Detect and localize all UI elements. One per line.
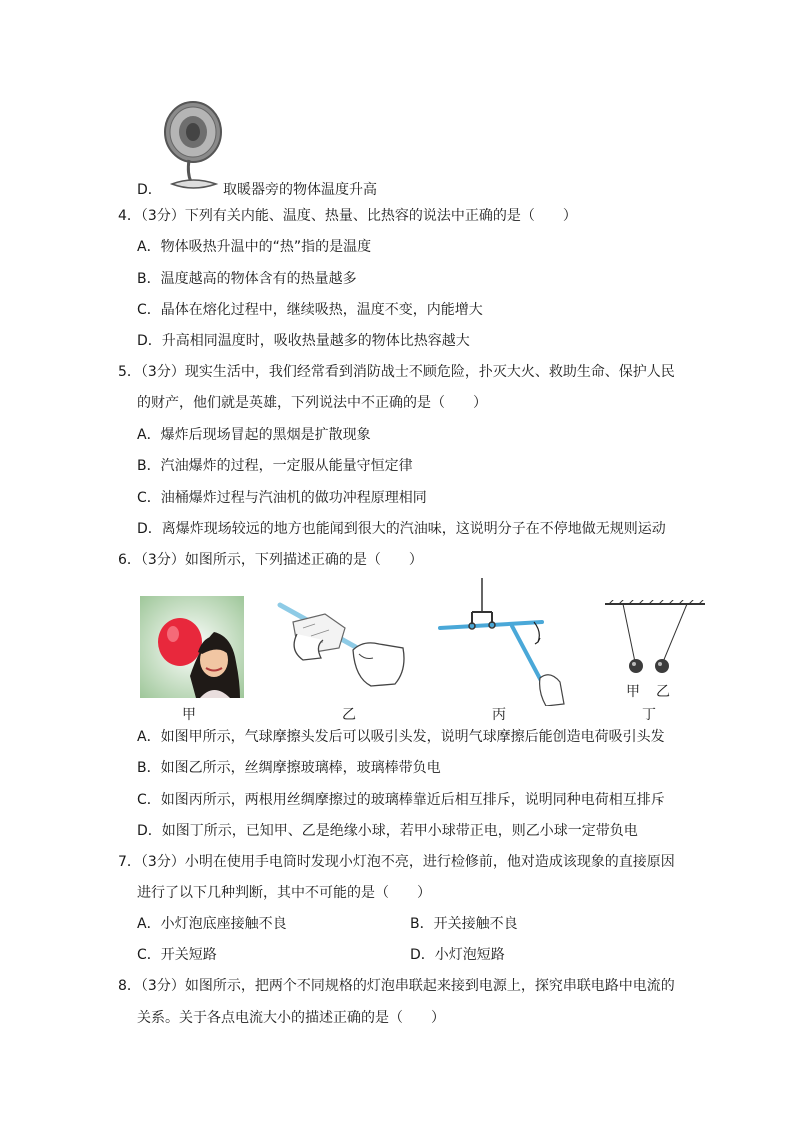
q3-option-d-label: D． bbox=[137, 182, 162, 198]
question-6-stem: 6．（3分）如图所示，下列描述正确的是（ ） bbox=[118, 552, 423, 568]
ball-label-jia: 甲 bbox=[626, 684, 640, 700]
question-7-stem: 7．（3分）小明在使用手电筒时发现小灯泡不亮，进行检修前，他对造成该现象的直接原因 bbox=[118, 854, 675, 870]
q4-option-c: C．晶体在熔化过程中，继续吸热，温度不变，内能增大 bbox=[137, 302, 483, 318]
figure-ding-hanging-balls bbox=[605, 600, 705, 674]
figure-caption-yi: 乙 bbox=[342, 707, 356, 723]
figure-jia-balloon-photo bbox=[140, 596, 244, 698]
figure-caption-bing: 丙 bbox=[492, 707, 506, 723]
question-4-stem: 4．（3分）下列有关内能、温度、热量、比热容的说法中正确的是（ ） bbox=[118, 208, 577, 224]
q5-option-d: D．离爆炸现场较远的地方也能闻到很大的汽油味，这说明分子在不停地做无规则运动 bbox=[137, 521, 666, 537]
q7-option-b: B．开关接触不良 bbox=[410, 916, 518, 932]
q6-option-b: B．如图乙所示，丝绸摩擦玻璃棒，玻璃棒带负电 bbox=[137, 760, 441, 776]
q5-option-b: B．汽油爆炸的过程，一定服从能量守恒定律 bbox=[137, 458, 413, 474]
q7-option-a: A．小灯泡底座接触不良 bbox=[137, 916, 287, 932]
q4-option-b: B．温度越高的物体含有的热量越多 bbox=[137, 271, 357, 287]
q7-option-d: D．小灯泡短路 bbox=[410, 947, 505, 963]
question-7-stem-cont: 进行了以下几种判断，其中不可能的是（ ） bbox=[137, 885, 431, 901]
question-8-stem: 8．（3分）如图所示，把两个不同规格的灯泡串联起来接到电源上，探究串联电路中电流的 bbox=[118, 978, 675, 994]
question-5-stem-cont: 的财产，他们就是英雄，下列说法中不正确的是（ ） bbox=[137, 395, 487, 411]
q5-option-a: A．爆炸后现场冒起的黑烟是扩散现象 bbox=[137, 427, 371, 443]
q7-option-c: C．开关短路 bbox=[137, 947, 217, 963]
heater-figure bbox=[160, 98, 226, 194]
q6-option-a: A．如图甲所示，气球摩擦头发后可以吸引头发，说明气球摩擦后能创造电荷吸引头发 bbox=[137, 729, 665, 745]
figure-bing-suspended-rods bbox=[438, 578, 570, 706]
q3-option-d-text: 取暖器旁的物体温度升高 bbox=[223, 182, 377, 198]
q5-option-c: C．油桶爆炸过程与汽油机的做功冲程原理相同 bbox=[137, 490, 427, 506]
q4-option-a: A．物体吸热升温中的“热”指的是温度 bbox=[137, 239, 372, 255]
ball-label-yi: 乙 bbox=[656, 684, 670, 700]
q6-option-c: C．如图丙所示，两根用丝绸摩擦过的玻璃棒靠近后相互排斥，说明同种电荷相互排斥 bbox=[137, 792, 665, 808]
figure-yi-silk-rod bbox=[275, 600, 410, 692]
figure-caption-ding: 丁 bbox=[642, 707, 656, 723]
question-5-stem: 5．（3分）现实生活中，我们经常看到消防战士不顾危险，扑灭大火、救助生命、保护人民 bbox=[118, 364, 675, 380]
q4-option-d: D．升高相同温度时，吸收热量越多的物体比热容越大 bbox=[137, 333, 470, 349]
q6-option-d: D．如图丁所示，已知甲、乙是绝缘小球，若甲小球带正电，则乙小球一定带负电 bbox=[137, 823, 638, 839]
question-8-stem-cont: 关系。关于各点电流大小的描述正确的是（ ） bbox=[137, 1010, 445, 1026]
figure-caption-jia: 甲 bbox=[182, 707, 196, 723]
